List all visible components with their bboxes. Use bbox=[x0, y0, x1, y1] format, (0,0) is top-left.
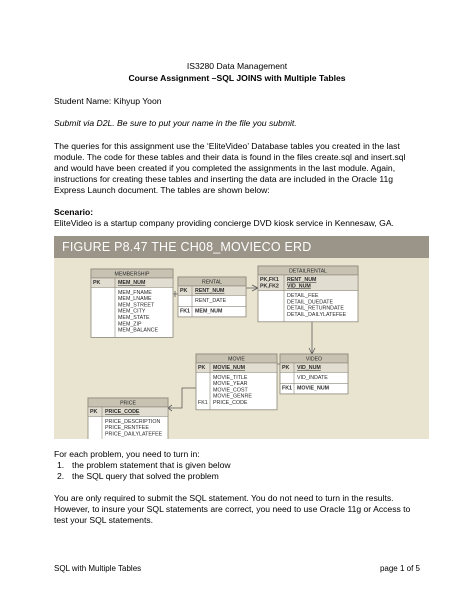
erd-table-rental bbox=[178, 277, 246, 317]
intro-line: instructions for creating these tables and inserting the data are included in the Oracle 11g bbox=[54, 174, 394, 184]
intro-line: Express Launch document. The tables are shown below: bbox=[54, 185, 270, 195]
pk-marker: PK bbox=[282, 365, 290, 371]
table-field: MEM_STATE bbox=[118, 315, 150, 321]
erd-table-price bbox=[88, 398, 168, 439]
pk-field: VID_NUM bbox=[287, 283, 311, 290]
closing-line: You are only required to submit the SQL statement. You do not need to turn in the results. bbox=[54, 493, 394, 503]
rel-rental-detailrental bbox=[246, 285, 258, 291]
scenario-text: EliteVideo is a startup company providing concierge DVD kiosk service in Kennesaw, GA. bbox=[54, 218, 394, 228]
pk-marker: PK,FK1 bbox=[260, 277, 279, 283]
list-number: 1. bbox=[57, 460, 65, 470]
course-title: IS3280 Data Management bbox=[186, 61, 288, 71]
pk-marker: PK bbox=[90, 409, 98, 415]
table-field: MEM_STREET bbox=[118, 302, 155, 309]
list-item: the problem statement that is given below bbox=[72, 460, 231, 470]
footer-title: SQL with Multiple Tables bbox=[54, 564, 142, 573]
pk-field: RENT_NUM bbox=[287, 277, 317, 283]
table-field: RENT_DATE bbox=[195, 297, 227, 304]
table-field: DETAIL_RETURNDATE bbox=[287, 305, 344, 312]
erd-table-video bbox=[280, 354, 348, 394]
erd-table-membership bbox=[91, 269, 173, 337]
intro-line: module. The code for these tables and their data is found in the files create.sql and insert.sql bbox=[54, 152, 406, 162]
rel-video-movie bbox=[277, 361, 280, 367]
table-field: MEM_CITY bbox=[118, 308, 146, 315]
table-field: MOVIE_YEAR bbox=[213, 381, 248, 388]
table-field: MOVIE_GENRE bbox=[213, 393, 252, 400]
table-field: MOVIE_TITLE bbox=[213, 374, 248, 381]
table-field: DETAIL_DAILYLATEFEE bbox=[287, 312, 347, 318]
erd-diagram bbox=[54, 236, 429, 439]
fk-field: MEM_NUM bbox=[195, 308, 223, 315]
table-field: PRICE_RENTFEE bbox=[105, 425, 149, 432]
closing-line: test your SQL statements. bbox=[54, 515, 154, 525]
table-field: PRICE_DAILYLATEFEE bbox=[105, 431, 163, 438]
table-name: MOVIE bbox=[228, 356, 245, 363]
fk-field: MOVIE_NUM bbox=[297, 385, 330, 392]
pk-marker: PK,FK2 bbox=[260, 283, 279, 290]
fk-marker: FK1 bbox=[282, 385, 293, 392]
closing-line: However, to insure your SQL statements are correct, you need to use Oracle 11g or Access to bbox=[54, 504, 411, 514]
page-number: page 1 of 5 bbox=[379, 564, 420, 573]
table-field: PRICE_DESCRIPTION bbox=[105, 418, 161, 425]
table-field: DETAIL_FEE bbox=[287, 293, 319, 300]
table-field: DETAIL_DUEDATE bbox=[287, 299, 334, 306]
table-field: PRICE_CODE bbox=[213, 400, 248, 406]
pk-marker: PK bbox=[198, 365, 206, 371]
intro-line: and would have been created if you completed the assignments in the last module. Again, bbox=[54, 163, 396, 173]
table-name: DETAILRENTAL bbox=[289, 268, 327, 275]
assignment-title: Course Assignment –SQL JOINS with Multiple Tables bbox=[128, 73, 346, 83]
erd-tables bbox=[88, 266, 358, 439]
table-field: MEM_LNAME bbox=[118, 296, 152, 303]
erd-table-movie bbox=[196, 354, 277, 410]
erd-table-detailrental bbox=[258, 266, 358, 322]
intro-line: The queries for this assignment use the ‘EliteVideo’ Database tables you created in the last bbox=[54, 141, 400, 151]
rel-detailrental-video bbox=[309, 322, 315, 354]
rel-movie-price bbox=[168, 388, 196, 411]
table-field: VID_INDATE bbox=[297, 374, 328, 381]
table-name: PRICE bbox=[120, 400, 136, 407]
fk-marker: FK1 bbox=[198, 400, 208, 406]
pk-field: MOVIE_NUM bbox=[213, 365, 246, 371]
table-field: MOVIE_COST bbox=[213, 387, 248, 394]
pk-marker: PK bbox=[180, 288, 188, 294]
table-name: MEMBERSHIP bbox=[114, 271, 150, 278]
table-field: MEM_BALANCE bbox=[118, 327, 159, 334]
pk-marker: PK bbox=[93, 280, 101, 286]
figure-title: FIGURE P8.47 THE CH08_MOVIECO ERD bbox=[62, 240, 312, 254]
pk-field: PRICE_CODE bbox=[105, 409, 140, 415]
submit-instructions: Submit via D2L. Be sure to put your name in the file you submit. bbox=[54, 118, 297, 128]
table-field: MEM_FNAME bbox=[118, 289, 152, 296]
fk-marker: FK1 bbox=[180, 308, 191, 315]
student-name: Student Name: Kihyup Yoon bbox=[54, 96, 162, 106]
list-item: the SQL query that solved the problem bbox=[72, 471, 219, 481]
table-name: VIDEO bbox=[305, 356, 323, 363]
turn-in-lead: For each problem, you need to turn in: bbox=[54, 449, 200, 459]
table-field: MEM_ZIP bbox=[118, 321, 142, 328]
scenario-heading: Scenario: bbox=[54, 207, 94, 217]
list-number: 2. bbox=[57, 471, 65, 481]
pk-field: VID_NUM bbox=[297, 365, 321, 371]
pk-field: MEM_NUM bbox=[118, 280, 146, 286]
pk-field: RENT_NUM bbox=[195, 288, 225, 294]
table-name: RENTAL bbox=[201, 279, 223, 286]
erd-figure bbox=[54, 236, 429, 439]
